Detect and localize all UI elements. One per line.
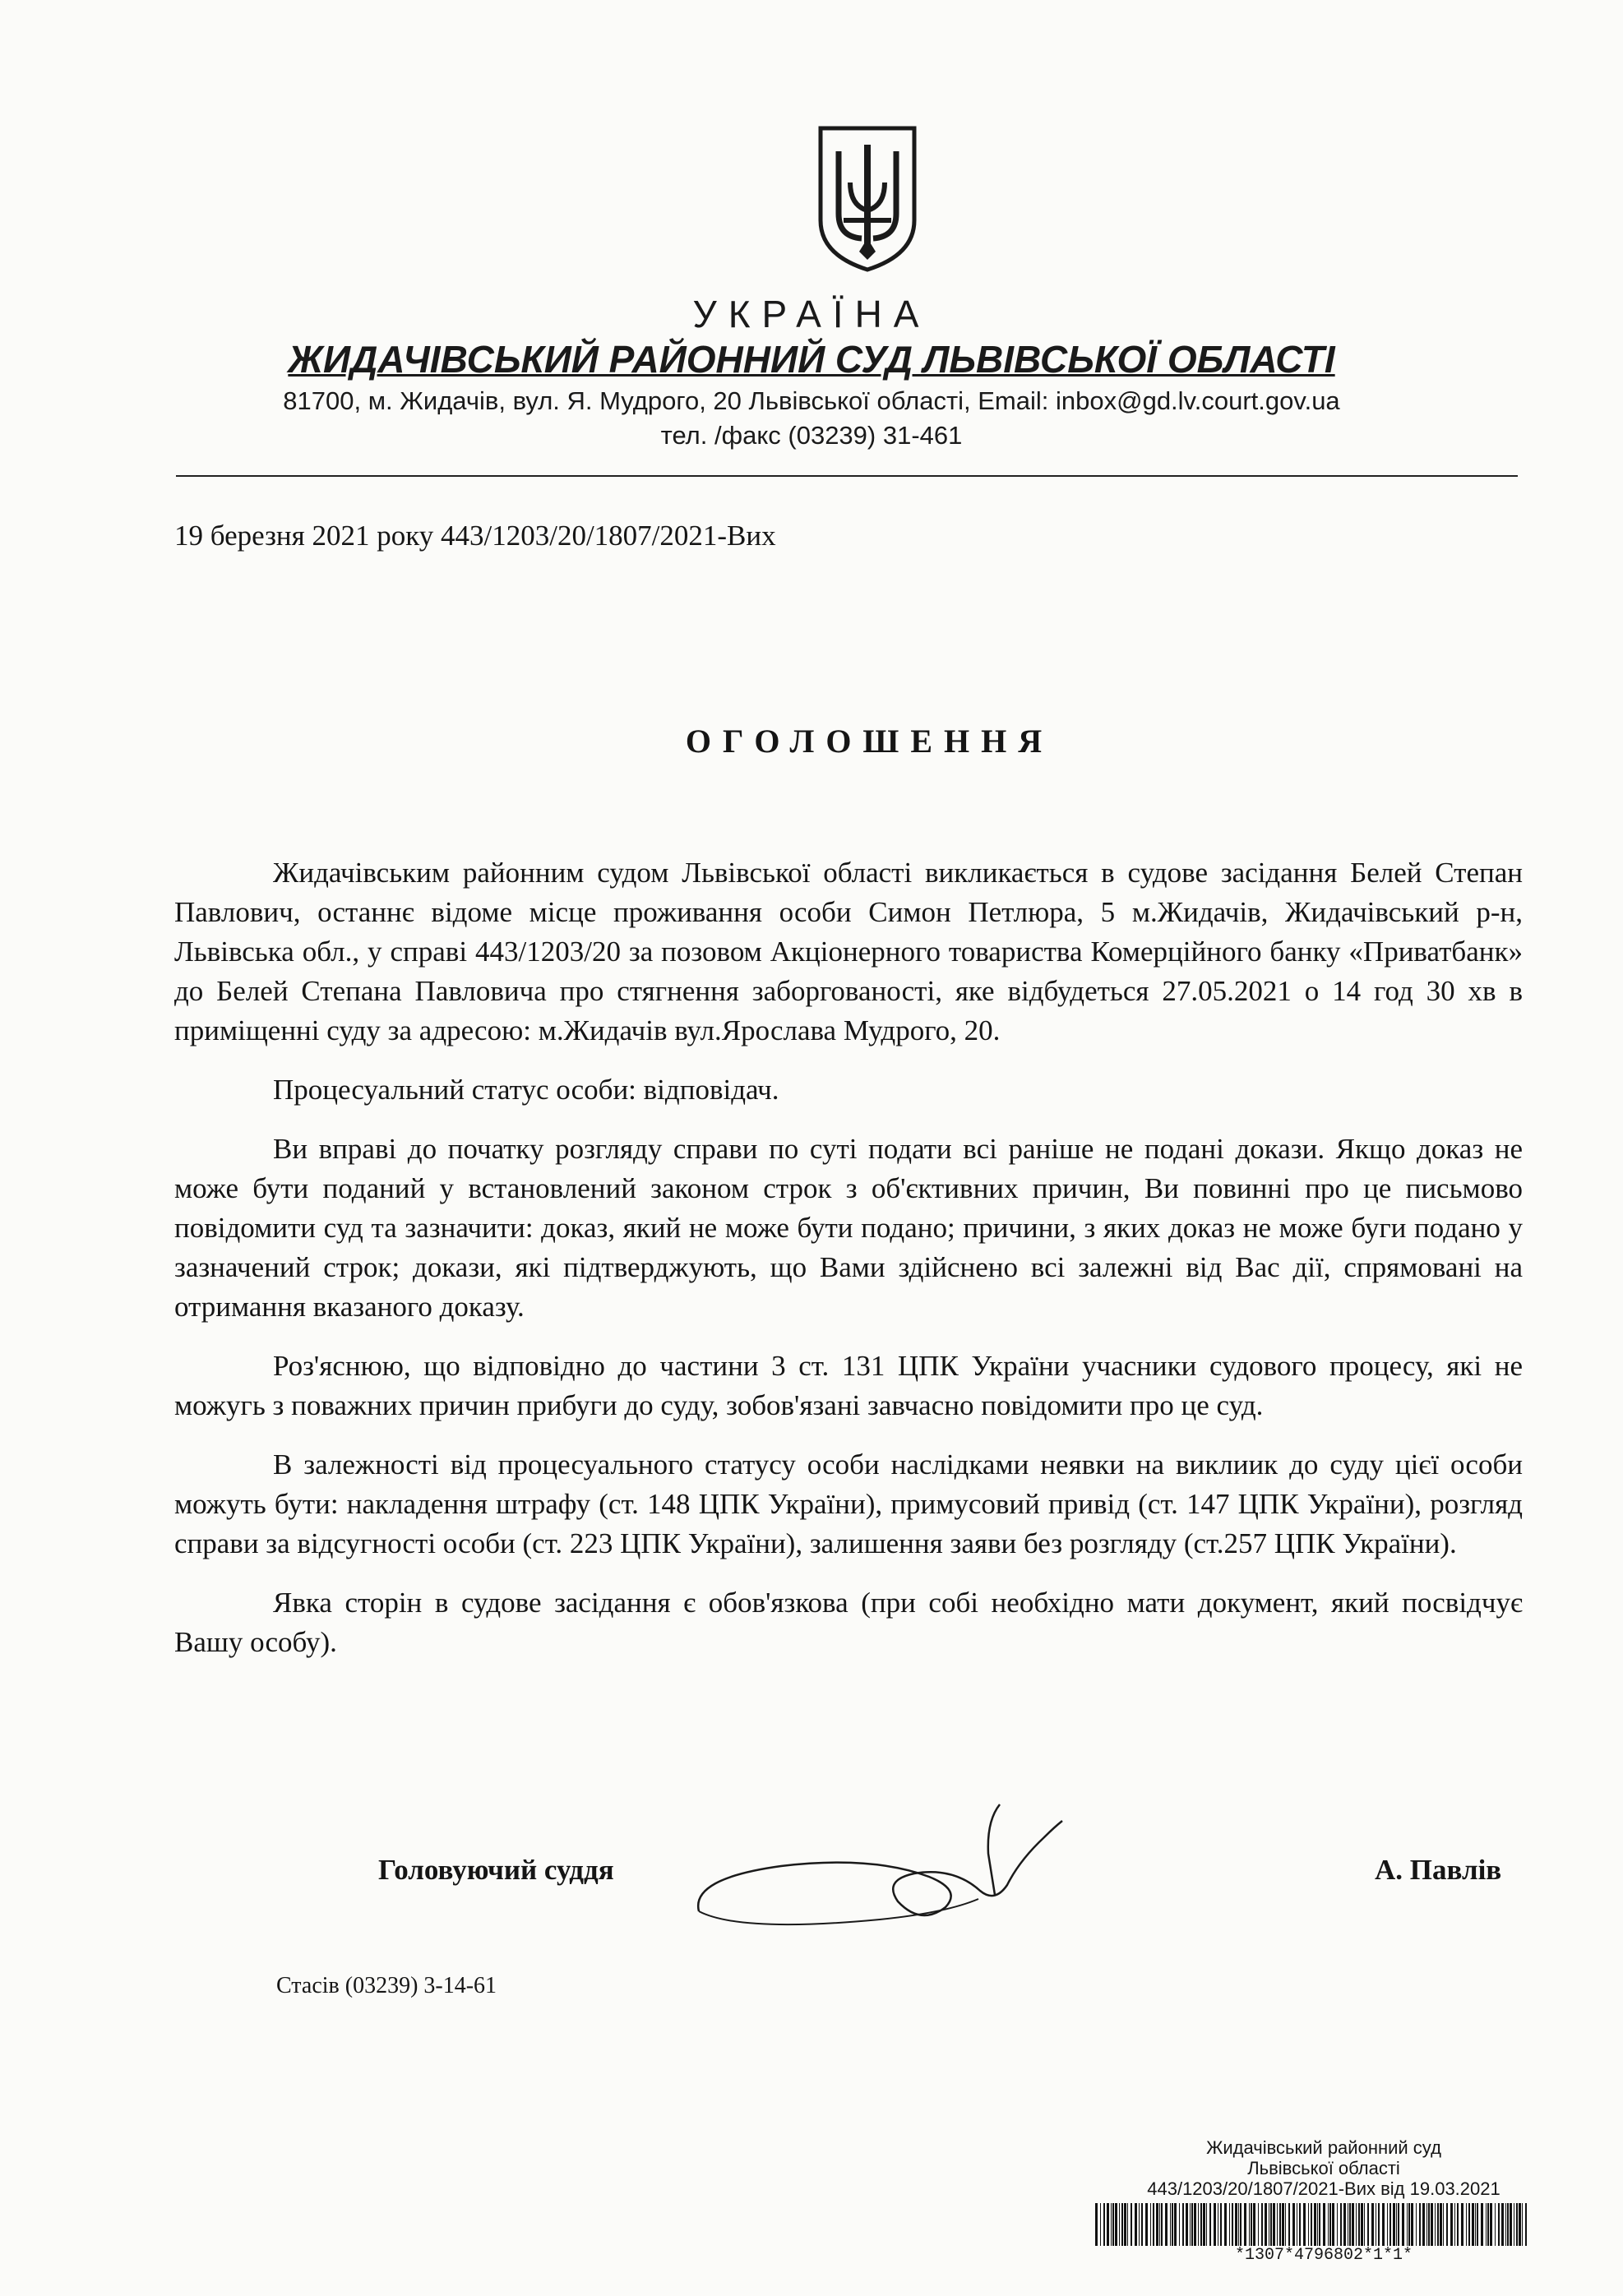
barcode-bar <box>1131 2203 1132 2246</box>
paragraph: Роз'яснюю, що відповідно до частини 3 ст. 131 ЦПК України учасники судового процесу, які не можугь з поважних причин прибуги до суду, зобов'язані завчасно повідомити про це суд. <box>174 1350 1523 1421</box>
barcode-bar <box>1486 2203 1487 2246</box>
registration-barcode <box>1094 2203 1531 2246</box>
barcode-bar <box>1288 2203 1290 2246</box>
barcode-bar <box>1111 2203 1112 2246</box>
barcode-bar <box>1303 2203 1306 2246</box>
barcode-bar <box>1314 2203 1316 2246</box>
barcode-bar <box>1411 2203 1413 2246</box>
barcode-bar <box>1200 2203 1202 2246</box>
stamp-region-line: Львівської області <box>1247 2158 1400 2178</box>
barcode-bar <box>1299 2203 1301 2246</box>
barcode-bar <box>1170 2203 1171 2246</box>
barcode-bar <box>1510 2203 1512 2246</box>
barcode-bar <box>1103 2203 1105 2246</box>
barcode-bar <box>1457 2203 1459 2246</box>
barcode-bar <box>1270 2203 1272 2246</box>
barcode-bar <box>1244 2203 1246 2246</box>
barcode-bar <box>1253 2203 1255 2246</box>
barcode-bar <box>1477 2203 1478 2246</box>
barcode-bar <box>1426 2203 1427 2246</box>
barcode-bar <box>1186 2203 1188 2246</box>
barcode-bar <box>1265 2203 1267 2246</box>
barcode-bar <box>1209 2203 1211 2246</box>
barcode-bar <box>1367 2203 1369 2246</box>
barcode-bar <box>1261 2203 1263 2246</box>
barcode-bar <box>1328 2203 1329 2246</box>
barcode-bar <box>1220 2203 1222 2246</box>
barcode-bar <box>1232 2203 1233 2246</box>
barcode-bar <box>1156 2203 1158 2246</box>
barcode-bar <box>1139 2203 1140 2246</box>
barcode-bar <box>1371 2203 1374 2246</box>
paragraph: В залежності від процесуального статусу особи наслідками неявки на виклиик до суду цієї особи можуть бути: накладення штрафу (ст. 148 ЦПК України), примусовий привід (ст. 147 ЦПК України), розгляд справи за відсугності особи (ст. 223 ЦПК України), залишення заяви без розгляду (ст.257 ЦПК України). <box>174 1448 1523 1559</box>
barcode-bar <box>1214 2203 1216 2246</box>
barcode-bar <box>1235 2203 1237 2246</box>
barcode-bar <box>1159 2203 1160 2246</box>
barcode-bar <box>1179 2203 1180 2246</box>
barcode-bar <box>1135 2203 1137 2246</box>
barcode-bar <box>1349 2203 1351 2246</box>
barcode-bar <box>1454 2203 1455 2246</box>
barcode-bar <box>1107 2203 1109 2246</box>
barcode-bar <box>1516 2203 1518 2246</box>
barcode-bar <box>1407 2203 1408 2246</box>
barcode-bar <box>1408 2203 1410 2246</box>
barcode-text: *1307*4796802*1*1* <box>1234 2246 1413 2265</box>
country-name: УКРАЇНА <box>692 293 931 335</box>
barcode-bar <box>1229 2203 1230 2246</box>
barcode-bar <box>1277 2203 1278 2246</box>
barcode-bar <box>1481 2203 1483 2246</box>
barcode-bar <box>1240 2203 1242 2246</box>
barcode-bar <box>1472 2203 1474 2246</box>
barcode-bar <box>1507 2203 1509 2246</box>
barcode-bar <box>1387 2203 1388 2246</box>
barcode-bar <box>1258 2203 1259 2246</box>
paragraph: Жидачівським районним судом Львівської області викликається в судове засідання Белей Степан Павлович, останнє відоме місце проживання особи Симон Петлюра, 5 м.Жидачів, Жидачівський р-н, Львівська обл., у справі 443/1203/20 за позовом Акціонерного товариства Комерційного банку «Приватбанк» до Белей Степана Павловича про стягнення заборгованості, яке відбудеться 27.05.2021 о 14 год 30 хв в приміщенні суду за адресою: м.Жидачів вул.Ярослава Мудрого, 20. <box>174 857 1523 1046</box>
barcode-bar <box>1398 2203 1399 2246</box>
barcode-bar <box>1329 2203 1331 2246</box>
barcode-bar <box>1446 2203 1448 2246</box>
barcode-bar <box>1124 2203 1126 2246</box>
barcode-bar <box>1161 2203 1163 2246</box>
barcode-bar <box>1440 2203 1442 2246</box>
barcode-bar <box>1174 2203 1177 2246</box>
barcode-bar <box>1121 2203 1123 2246</box>
barcode-bar <box>1475 2203 1476 2246</box>
barcode-bar <box>1273 2203 1275 2246</box>
barcode-bar <box>1437 2203 1439 2246</box>
barcode-bar <box>1428 2203 1430 2246</box>
barcode-bar <box>1337 2203 1338 2246</box>
court-phone: тел. /факс (03239) 31-461 <box>660 421 963 450</box>
barcode-bar <box>1461 2203 1463 2246</box>
barcode-bar <box>1112 2203 1114 2246</box>
barcode-bar <box>1317 2203 1318 2246</box>
executor-contact: Стасів (03239) 3-14-61 <box>276 1973 497 1998</box>
barcode-bar <box>1285 2203 1286 2246</box>
barcode-bar <box>1495 2203 1496 2246</box>
barcode-bar <box>1150 2203 1151 2246</box>
barcode-bar <box>1498 2203 1500 2246</box>
paragraph: Ви вправі до початку розгляду справи по суті подати всі раніше не подані докази. Якщо доказ не може бути поданий у встановлений законом строк з об'єктивних причин, Ви повинні про це письмово повідомити суд та зазначити: доказ, який не може бути подано; причини, з яких доказ не може буги подано у зазначений строк; докази, які підтверджують, що Вами здійснено всі залежні від Вас дії, спрямовані на отримання вказаного доказу. <box>174 1133 1523 1323</box>
barcode-bar <box>1198 2203 1199 2246</box>
barcode-bar <box>1332 2203 1334 2246</box>
barcode-bar <box>1249 2203 1250 2246</box>
barcode-bar <box>1319 2203 1320 2246</box>
barcode-bar <box>1308 2203 1309 2246</box>
barcode-bar <box>1501 2203 1504 2246</box>
barcode-bar <box>1190 2203 1191 2246</box>
barcode-bar <box>1389 2203 1391 2246</box>
barcode-bar <box>1279 2203 1281 2246</box>
barcode-bar <box>1361 2203 1363 2246</box>
barcode-bar <box>1525 2203 1527 2246</box>
barcode-bar <box>1356 2203 1357 2246</box>
barcode-bar <box>1145 2203 1148 2246</box>
trident-coat-of-arms-icon <box>814 123 921 273</box>
barcode-bar <box>1292 2203 1295 2246</box>
registration-stamp <box>1094 2137 1554 2199</box>
barcode-bar <box>1340 2203 1342 2246</box>
barcode-bar <box>1251 2203 1252 2246</box>
barcode-bar <box>1522 2203 1523 2246</box>
document-title: ОГОЛОШЕННЯ <box>685 723 1054 760</box>
barcode-bar <box>1191 2203 1193 2246</box>
barcode-bar <box>1358 2203 1360 2246</box>
barcode-bar <box>1153 2203 1154 2246</box>
judge-name: А. Павлів <box>1375 1854 1502 1886</box>
barcode-bar <box>1165 2203 1168 2246</box>
barcode-bar <box>1468 2203 1470 2246</box>
barcode-bar <box>1115 2203 1117 2246</box>
barcode-bar <box>1443 2203 1444 2246</box>
header-divider <box>176 475 1518 477</box>
stamp-court-line: Жидачівський районний суд <box>1206 2137 1441 2158</box>
barcode-bar <box>1095 2203 1098 2246</box>
barcode-bar <box>1323 2203 1325 2246</box>
barcode-bar <box>1364 2203 1365 2246</box>
paragraph: Явка сторін в судове засідання є обов'язкова (при собі необхідно мати документ, який посвідчує Вашу особу). <box>174 1587 1523 1658</box>
court-name: ЖИДАЧІВСЬКИЙ РАЙОННИЙ СУД ЛЬВІВСЬКОЇ ОБЛАСТІ <box>288 338 1335 381</box>
barcode-bar <box>1466 2203 1467 2246</box>
barcode-bar <box>1224 2203 1227 2246</box>
court-address: 81700, м. Жидачів, вул. Я. Мудрого, 20 Львівської області, Email: inbox@gd.lv.court.gov.ua <box>283 386 1340 415</box>
barcode-bar <box>1141 2203 1143 2246</box>
barcode-bar <box>1100 2203 1101 2246</box>
announcement-body <box>174 853 1523 1682</box>
barcode-bar <box>1238 2203 1239 2246</box>
barcode-bar <box>1435 2203 1436 2246</box>
barcode-bar <box>1311 2203 1312 2246</box>
barcode-bar <box>1422 2203 1425 2246</box>
barcode-bar <box>1127 2203 1128 2246</box>
barcode-bar <box>1172 2203 1173 2246</box>
barcode-bar <box>1505 2203 1506 2246</box>
barcode-bar <box>1203 2203 1205 2246</box>
barcode-bar <box>1352 2203 1354 2246</box>
barcode-bar <box>1194 2203 1196 2246</box>
barcode-bar <box>1206 2203 1207 2246</box>
barcode-bar <box>1402 2203 1404 2246</box>
barcode-bar <box>1119 2203 1120 2246</box>
barcode-bar <box>1282 2203 1284 2246</box>
barcode-bar <box>1431 2203 1433 2246</box>
barcode-bar <box>1490 2203 1492 2246</box>
barcode-bar <box>1450 2203 1453 2246</box>
judge-role: Головуючий суддя <box>378 1854 614 1886</box>
barcode-bar <box>1182 2203 1184 2246</box>
barcode-bar <box>1419 2203 1421 2246</box>
barcode-bar <box>1487 2203 1489 2246</box>
handwritten-signature <box>682 1788 1069 1936</box>
paragraph: Процесуальний статус особи: відповідач. <box>273 1074 779 1106</box>
barcode-bar <box>1416 2203 1417 2246</box>
barcode-bar <box>1343 2203 1346 2246</box>
barcode-bar <box>1393 2203 1395 2246</box>
barcode-bar <box>1382 2203 1385 2246</box>
barcode-bar <box>1378 2203 1380 2246</box>
barcode-bar <box>1396 2203 1397 2246</box>
stamp-number-line: 443/1203/20/1807/2021-Вих від 19.03.2021 <box>1147 2178 1500 2199</box>
barcode-bar <box>1519 2203 1521 2246</box>
date-and-reference: 19 березня 2021 року 443/1203/20/1807/2021-Вих <box>174 520 776 552</box>
